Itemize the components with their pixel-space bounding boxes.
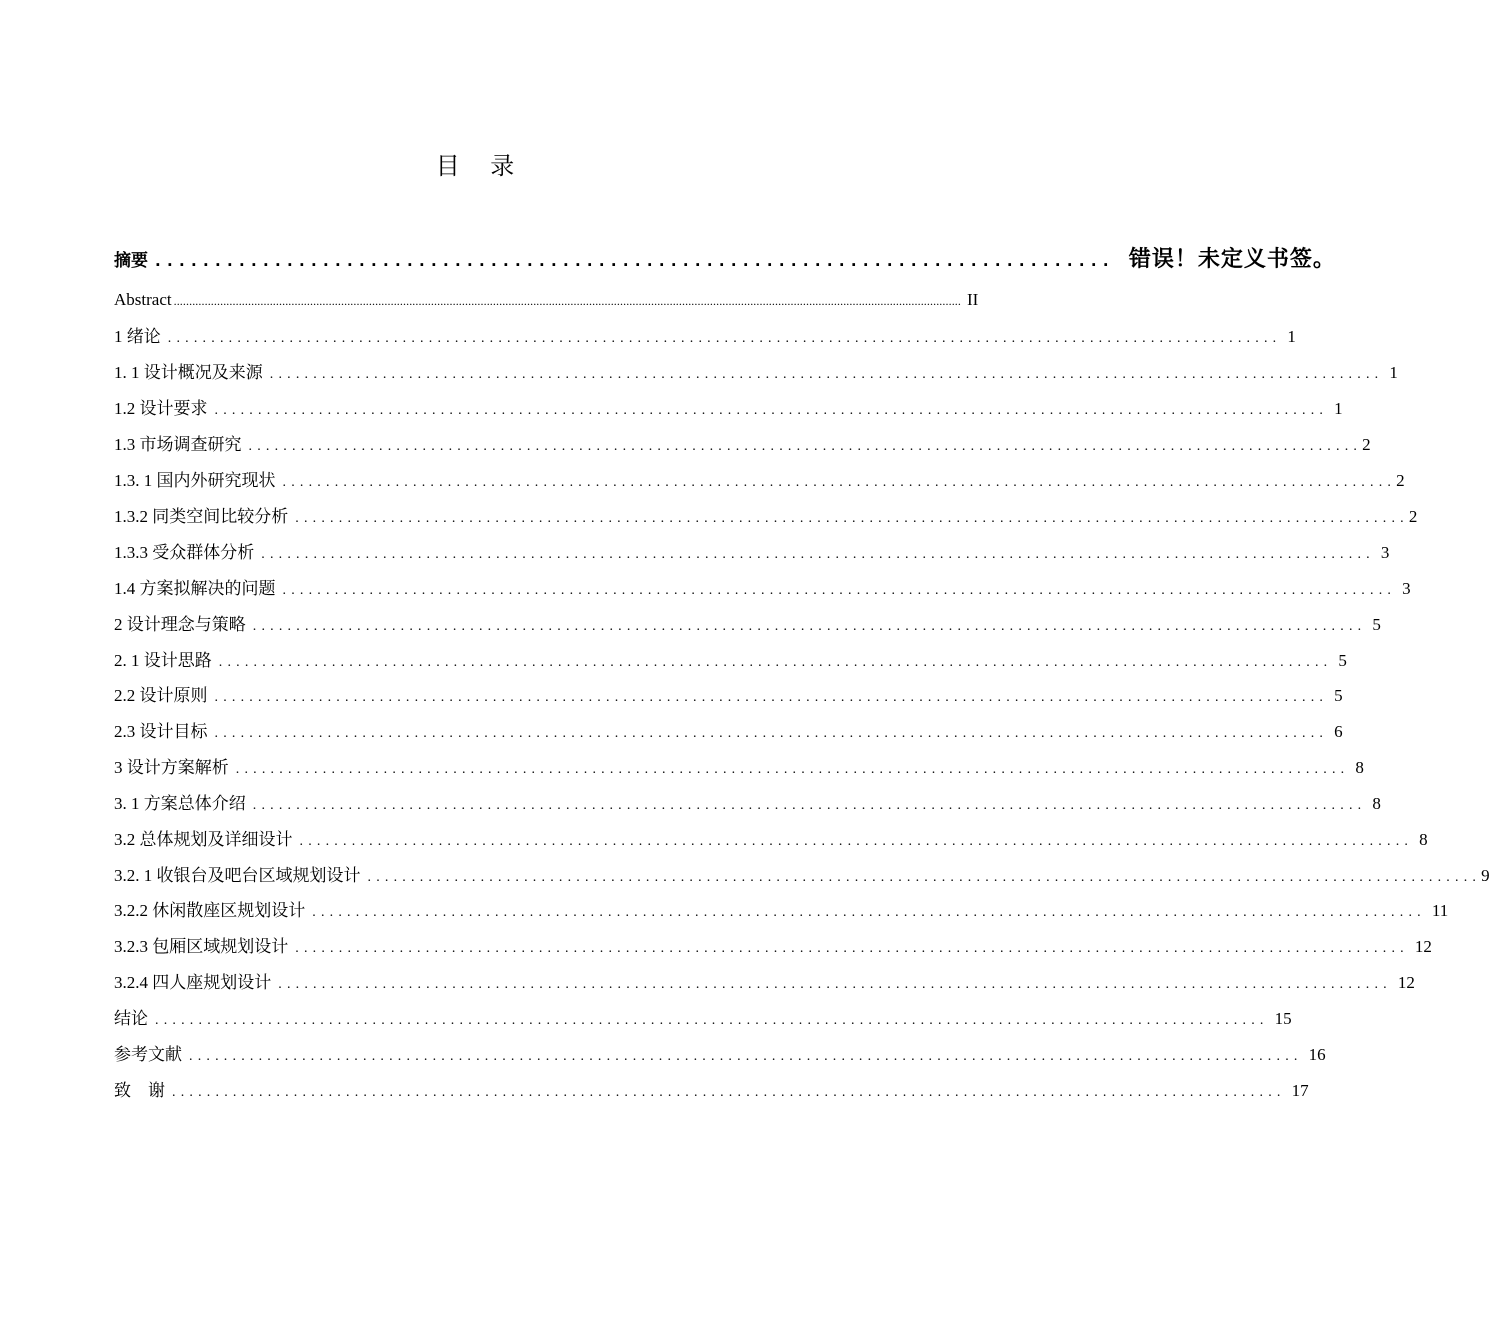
toc-dot-leader: ................................................................................................................................ xyxy=(214,403,1329,418)
toc-entry[interactable] xyxy=(114,325,1296,349)
toc-entry[interactable] xyxy=(114,971,1415,995)
toc-dot-leader: ................................................................................................................................ xyxy=(189,1049,1303,1064)
toc-entry-label: 3.2. 1 收银台及吧台区域规划设计 xyxy=(114,866,361,885)
toc-entry-label: 1.4 方案拟解决的问题 xyxy=(114,579,276,598)
toc-entry-label: 3.2.4 四人座规划设计 xyxy=(114,973,272,992)
toc-entry-label: 1 绪论 xyxy=(114,327,161,346)
toc-entry-label: 2.2 设计原则 xyxy=(114,686,208,705)
toc-dot-leader: ................................................................................................................................ xyxy=(172,1085,1286,1100)
toc-entry[interactable] xyxy=(114,684,1343,708)
toc-entry-page: 6 xyxy=(1334,722,1343,741)
toc-entry-page: 1 xyxy=(1389,363,1398,382)
toc-dot-leader: ................................................................................................................................ xyxy=(299,834,1414,849)
toc-entry-page: 3 xyxy=(1402,579,1411,598)
toc-dot-leader: ................................................................................................................................ xyxy=(218,655,1333,670)
toc-title: 目 录 xyxy=(435,152,515,180)
toc-entry-label: 致 谢 xyxy=(114,1081,165,1100)
toc-entry-label: 1.2 设计要求 xyxy=(114,399,208,418)
toc-entry-page: 2 xyxy=(1396,471,1405,490)
toc-entry[interactable] xyxy=(114,899,1449,923)
toc-entry[interactable] xyxy=(114,541,1390,565)
toc-entry-page: 错误！未定义书签。 xyxy=(1128,247,1336,272)
toc-entry[interactable] xyxy=(114,828,1428,852)
toc-dot-leader: ................................................................................................................................ xyxy=(155,1013,1269,1028)
toc-entry-label: 1.3. 1 国内外研究现状 xyxy=(114,471,276,490)
toc-entry-page: 12 xyxy=(1414,937,1432,956)
toc-entry-label: 参考文献 xyxy=(114,1045,182,1064)
toc-entry-page: 11 xyxy=(1431,901,1449,920)
toc-entry-page: 9 xyxy=(1481,866,1490,885)
toc-entry[interactable] xyxy=(114,1043,1326,1067)
toc-entry[interactable] xyxy=(114,433,1371,457)
toc-entry-page: 8 xyxy=(1419,830,1428,849)
toc-entry-label: 3 设计方案解析 xyxy=(114,758,229,777)
toc-entry-label: 3.2 总体规划及详细设计 xyxy=(114,830,293,849)
toc-dot-leader: .............................................................................................................................................................................................................................................................. xyxy=(173,294,961,308)
toc-entry[interactable] xyxy=(114,613,1381,637)
toc-entry[interactable] xyxy=(114,247,1336,272)
toc-dot-leader: ................................................................................ xyxy=(155,252,1115,270)
toc-entry-page: 2 xyxy=(1362,435,1371,454)
toc-entry-label: 3.2.3 包厢区域规划设计 xyxy=(114,937,289,956)
toc-dot-leader: ................................................................................................................................ xyxy=(252,798,1367,813)
toc-entry[interactable] xyxy=(114,361,1398,385)
toc-entry[interactable] xyxy=(114,756,1364,780)
toc-entry-page: 17 xyxy=(1291,1081,1309,1100)
toc-entry-page: 2 xyxy=(1408,507,1418,526)
toc-entry[interactable] xyxy=(114,935,1432,959)
toc-entry-page: 8 xyxy=(1355,758,1364,777)
toc-entry-page: 1 xyxy=(1287,327,1296,346)
toc-dot-leader: ................................................................................................................................ xyxy=(312,905,1426,920)
toc-entry-page: 16 xyxy=(1308,1045,1326,1064)
toc-dot-leader: ................................................................................................................................ xyxy=(167,331,1282,346)
toc-entry-label: 3. 1 方案总体介绍 xyxy=(114,794,246,813)
toc-entry[interactable] xyxy=(114,720,1343,744)
toc-entry[interactable] xyxy=(114,288,979,312)
toc-entry-label: 1. 1 设计概况及来源 xyxy=(114,363,263,382)
toc-dot-leader: ................................................................................................................................ xyxy=(295,941,1409,956)
toc-entry[interactable] xyxy=(114,469,1405,493)
toc-entry-page: 12 xyxy=(1397,973,1415,992)
toc-dot-leader: ................................................................................................................................ xyxy=(282,583,1397,598)
toc-entry-label: 摘要 xyxy=(114,251,148,271)
toc-entry[interactable] xyxy=(114,397,1343,421)
toc-entry-label: 1.3.3 受众群体分析 xyxy=(114,543,255,562)
toc-entry[interactable] xyxy=(114,1079,1309,1103)
toc-entry[interactable] xyxy=(114,505,1418,529)
toc-entry-label: 2 设计理念与策略 xyxy=(114,615,246,634)
toc-dot-leader: ................................................................................................................................ xyxy=(269,367,1384,382)
toc-dot-leader: ................................................................................................................................ xyxy=(214,726,1329,741)
toc-entry-page: 5 xyxy=(1372,615,1381,634)
toc-dot-leader: ................................................................................................................................ xyxy=(214,690,1329,705)
toc-entry-page: 1 xyxy=(1334,399,1343,418)
toc-entry[interactable] xyxy=(114,792,1381,816)
toc-entry-label: 1.3.2 同类空间比较分析 xyxy=(114,507,289,526)
toc-entry[interactable] xyxy=(114,649,1347,673)
toc-entry-page: 5 xyxy=(1334,686,1343,705)
toc-entry[interactable] xyxy=(114,1007,1292,1031)
toc-entry-label: Abstract xyxy=(114,290,172,309)
toc-entry-page: 3 xyxy=(1380,543,1390,562)
toc-entry[interactable] xyxy=(114,577,1411,601)
toc-dot-leader: ................................................................................................................................ xyxy=(248,439,1363,454)
toc-dot-leader: ................................................................................................................................ xyxy=(235,762,1350,777)
toc-dot-leader: ................................................................................................................................ xyxy=(282,475,1397,490)
toc-entry-page: 15 xyxy=(1274,1009,1292,1028)
toc-dot-leader: ................................................................................................................................ xyxy=(261,547,1375,562)
toc-dot-leader: ................................................................................................................................ xyxy=(295,511,1409,526)
toc-dot-leader: ................................................................................................................................ xyxy=(252,619,1367,634)
toc-entry[interactable] xyxy=(114,864,1490,888)
toc-entry-page: 8 xyxy=(1372,794,1381,813)
toc-entry-page: II xyxy=(967,290,979,309)
toc-dot-leader: ................................................................................................................................ xyxy=(278,977,1392,992)
toc-entry-label: 3.2.2 休闲散座区规划设计 xyxy=(114,901,306,920)
toc-entry-label: 1.3 市场调查研究 xyxy=(114,435,242,454)
toc-entry-label: 2.3 设计目标 xyxy=(114,722,208,741)
toc-entry-page: 5 xyxy=(1338,651,1347,670)
toc-dot-leader: ................................................................................................................................ xyxy=(367,870,1482,885)
toc-entry-label: 结论 xyxy=(114,1009,148,1028)
toc-entry-label: 2. 1 设计思路 xyxy=(114,651,212,670)
